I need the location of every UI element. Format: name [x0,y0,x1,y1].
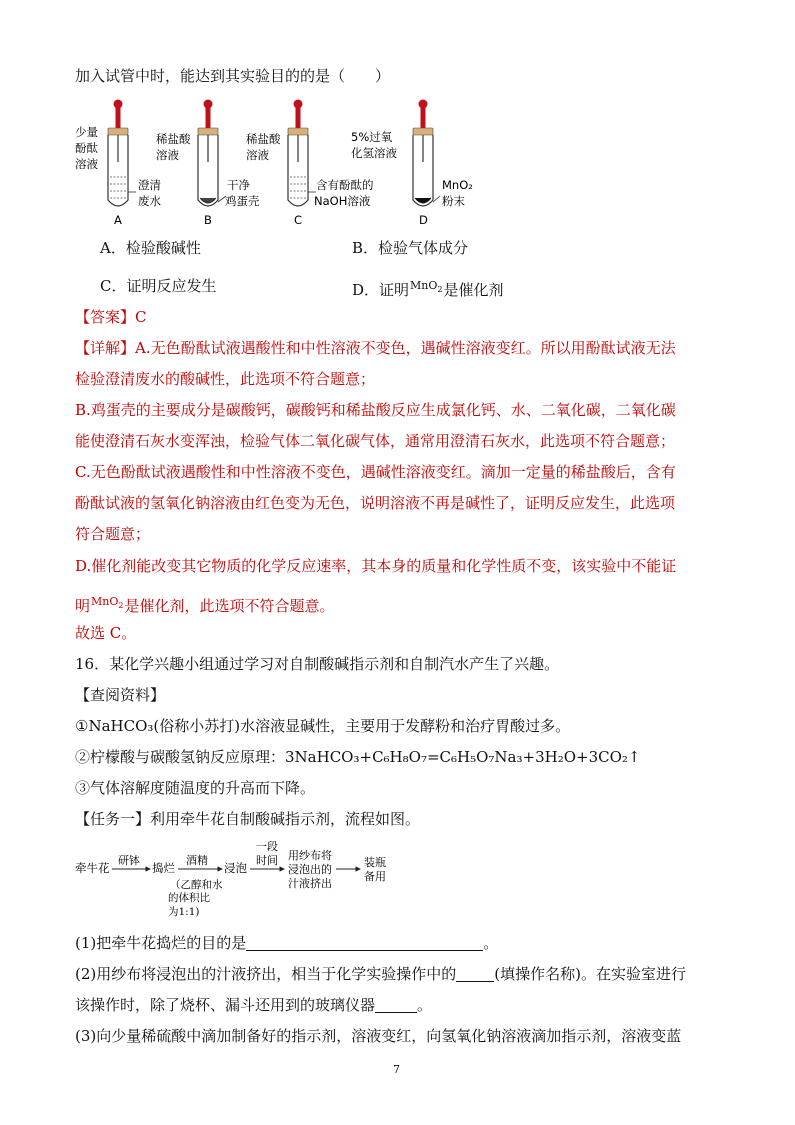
flow-arrow-2-note-3: 为1:1) [168,906,200,918]
detail-b-line1: B.鸡蛋壳的主要成分是碳酸钙，碳酸钙和稀盐酸反应生成氯化钙、水、二氧化碳，二氧化碳 [75,401,676,419]
q16-stem: 16．某化学兴趣小组通过学习对自制酸碱指示剂和自制汽水产生了兴趣。 [75,655,560,673]
fig-b-liquid-l1: 干净 [227,178,250,192]
page-number: 7 [393,1063,400,1076]
detail-head: 【详解】 [75,339,136,357]
test-tube-b [198,100,218,207]
fig-a-liquid-l1: 澄清 [138,178,161,192]
fig-d-dropper-l1: 5%过氧 [351,130,393,144]
option-d-suffix: 是催化剂 [443,281,504,299]
fig-a-liquid-l2: 废水 [138,194,161,208]
test-tube-d [413,100,433,207]
detail-d-line2: 明MnO$_2$是催化剂，此选项不符合题意。 [75,592,335,616]
flow-step-5-line-2: 备用 [364,870,386,883]
mno2-formula: MnO$_2$ [410,279,443,294]
flow-step-3: 浸泡 [224,861,247,875]
mno2-formula: MnO$_2$ [91,595,124,610]
sub-question-1: (1)把牵牛花捣烂的目的是 。 [75,934,499,952]
answer-blank-2[interactable] [456,965,494,982]
flow-arrow-2-label: 酒精 [186,854,208,867]
flow-step-4-line-2: 浸泡出的 [288,863,332,876]
answer-line: 【答案】C [75,308,147,326]
fig-b-dropper-l2: 溶液 [156,148,179,162]
flow-arrow-1-label: 研钵 [118,854,140,867]
option-a[interactable]: A．检验酸碱性 [100,239,201,257]
fig-b-dropper-l1: 稀盐酸 [156,132,191,146]
fig-c-liquid-l1: 含有酚酞的 [316,178,374,192]
answer-blank-3[interactable] [375,996,417,1013]
flow-step-1: 牵牛花 [75,861,110,875]
detail-d-line1: D.催化剂能改变其它物质的化学反应速率，其本身的质量和化学性质不变，该实验中不能证 [75,557,677,575]
task1-title: 【任务一】利用牵牛花自制酸碱指示剂，流程如图。 [75,810,421,828]
fig-b-liquid-l2: 鸡蛋壳 [225,194,260,208]
ref-item-1: ①NaHCO₃(俗称小苏打)水溶液显碱性，主要用于发酵粉和治疗胃酸过多。 [75,717,571,735]
reaction-equation: 3NaHCO₃+C₆H₈O₇=C₆H₅O₇Na₃+3H₂O+3CO₂↑ [285,748,641,766]
fig-c-dropper-l1: 稀盐酸 [246,132,281,146]
sub-question-2: (2)用纱布将浸泡出的汁液挤出，相当于化学实验操作中的 (填操作名称)。在实验室进行 [75,965,686,983]
option-d[interactable] [352,276,504,300]
ref-item-3: ③气体溶解度随温度的升高而下降。 [75,779,316,797]
fig-a-dropper-l2: 酚酞 [75,141,98,155]
detail-c-line3: 符合题意； [75,525,151,543]
detail-c-line1: C.无色酚酞试液遇酸性和中性溶液不变色，遇碱性溶液变红。滴加一定量的稀盐酸后，含有 [75,463,676,481]
flow-step-4-line-1: 用纱布将 [288,849,332,862]
fig-c-letter: C [294,213,303,227]
flow-chart [70,838,410,924]
choose-line: 故选 C。 [75,624,137,642]
fig-b-letter: B [204,213,212,227]
ref-title: 【查阅资料】 [75,686,166,704]
test-tube-c [288,100,308,207]
fig-a-dropper-l3: 溶液 [75,157,98,171]
fig-d-letter: D [419,213,428,227]
answer-blank-1[interactable] [246,934,483,951]
flow-arrow-2-note-1: （乙醇和水 [170,879,223,891]
question-stem: 加入试管中时，能达到其实验目的的是（ ） [75,67,391,85]
detail-c-line2: 酚酞试液的氢氧化钠溶液由红色变为无色，说明溶液不再是碱性了，证明反应发生，此选项 [75,494,676,512]
sub-question-2-cont: 该操作时，除了烧杯、漏斗还用到的玻璃仪器 。 [75,996,433,1014]
detail-b-line2: 能使澄清石灰水变浑浊，检验气体二氧化碳气体，通常用澄清石灰水，此选项不符合题意； [75,432,676,450]
fig-a-letter: A [114,213,122,227]
fig-d-liquid-l1: MnO₂ [442,178,473,192]
flow-arrow-3-label-1: 一段 [256,840,278,853]
ref-item-2: ②柠檬酸与碳酸氢钠反应原理：3NaHCO₃+C₆H₈O₇=C₆H₅O₇Na₃+3H₂O+3CO₂↑ [75,748,641,766]
fig-c-dropper-l2: 溶液 [246,148,269,162]
fig-c-liquid-l2: NaOH溶液 [314,194,371,208]
flow-step-2: 捣烂 [152,861,175,875]
sub-question-3: (3)向少量稀硫酸中滴加制备好的指示剂，溶液变红，向氢氧化钠溶液滴加指示剂，溶液变蓝 [75,1027,682,1045]
test-tube-figure [70,92,490,230]
test-tube-a [108,100,128,207]
flow-step-5-line-1: 装瓶 [364,856,386,869]
option-d-prefix: D．证明 [352,281,410,299]
option-b[interactable]: B．检验气体成分 [352,239,469,257]
flow-arrow-2-note-2: 的体积比 [168,892,210,904]
fig-a-dropper-l1: 少量 [75,125,98,139]
option-c[interactable]: C．证明反应发生 [100,277,217,295]
flow-step-4-line-3: 汁液挤出 [288,877,332,890]
fig-d-liquid-l2: 粉末 [442,194,465,208]
detail-a-line1: 【详解】A.无色酚酞试液遇酸性和中性溶液不变色，遇碱性溶液变红。所以用酚酞试液无法 [75,339,676,357]
detail-a-line2: 检验澄清废水的酸碱性，此选项不符合题意； [75,370,376,388]
fig-d-dropper-l2: 化氢溶液 [351,146,397,160]
nahco3-formula: NaHCO₃ [88,717,154,735]
flow-arrow-3-label-2: 时间 [256,854,278,867]
